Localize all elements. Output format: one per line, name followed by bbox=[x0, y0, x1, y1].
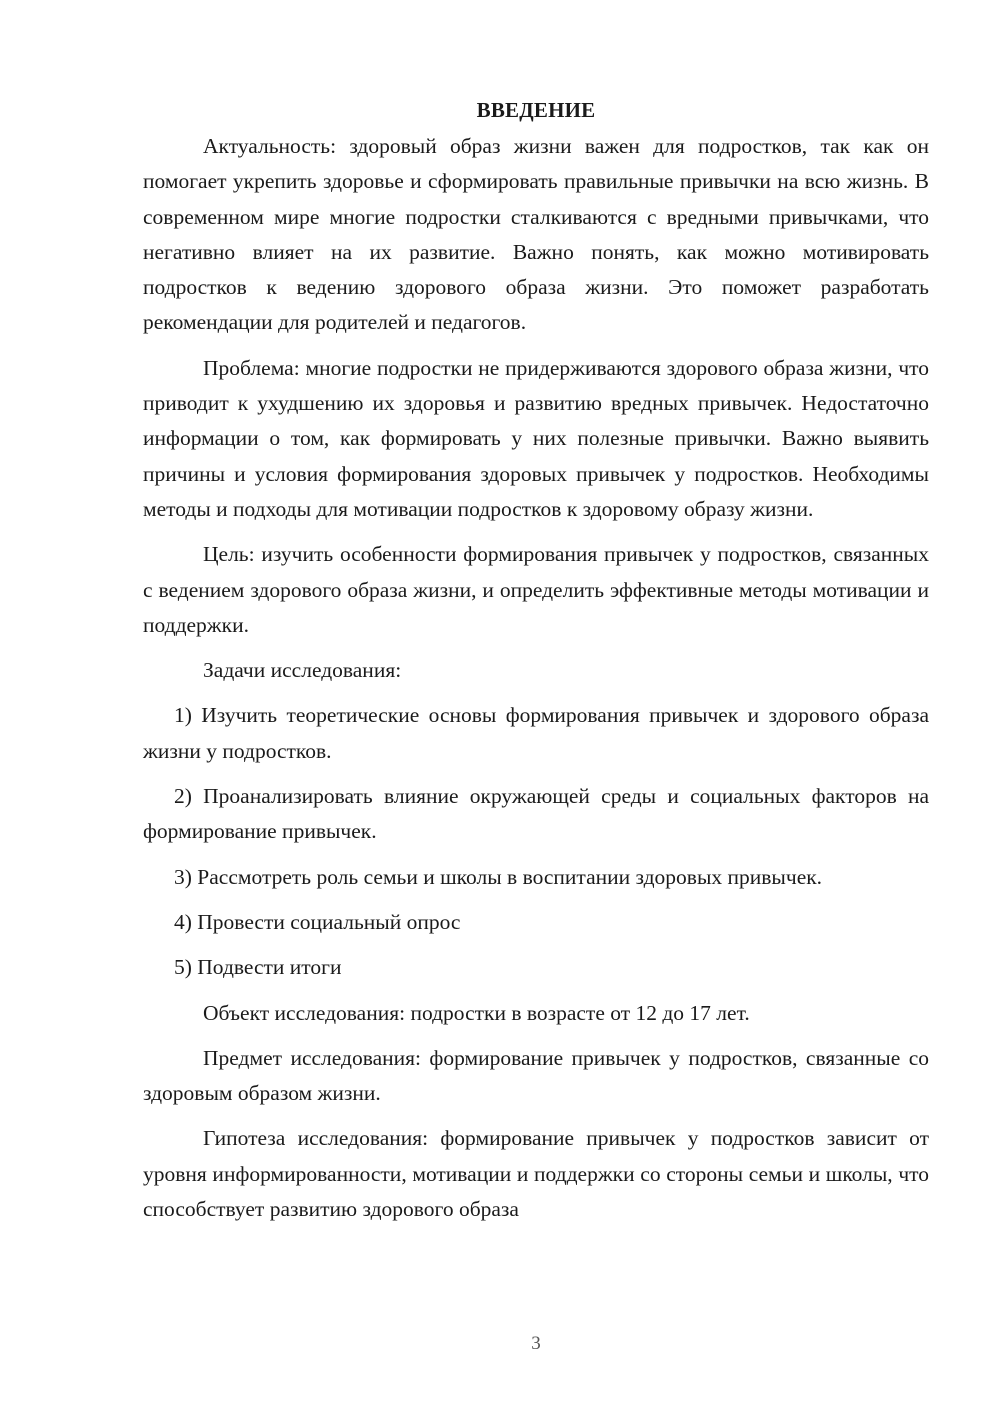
problem-paragraph: Проблема: многие подростки не придерживаются здорового образа жизни, что приводит к ухудшению их здоровья и развитию вредных привычек. Недостаточно информации о том, как формировать у них полезные привычки. Важно выявить причины и условия формирования здоровых привычек у подростков. Необходимы методы и подходы для мотивации подростков к здоровому образу жизни. bbox=[143, 355, 929, 521]
subject-paragraph: Предмет исследования: формирование привычек у подростков, связанные со здоровым образом жизни. bbox=[143, 1045, 929, 1106]
relevance-paragraph: Актуальность: здоровый образ жизни важен для подростков, так как он помогает укрепить здоровье и сформировать правильные привычки на всю жизнь. В современном мире многие подростки сталкиваются с вредными привычками, что негативно влияет на их развитие. Важно понять, как можно мотивировать подростков к ведению здорового образа жизни. Это поможет разработать рекомендации для родителей и педагогов. bbox=[143, 134, 929, 335]
task-item-3: 3) Рассмотреть роль семьи и школы в воспитании здоровых привычек. bbox=[174, 864, 823, 889]
task-item-1: 1) Изучить теоретические основы формирования привычек и здорового образа жизни у подростков. bbox=[143, 703, 929, 763]
tasks-title: Задачи исследования: bbox=[203, 658, 402, 683]
object-paragraph: Объект исследования: подростки в возрасте от 12 до 17 лет. bbox=[203, 1000, 750, 1025]
page-title: ВВЕДЕНИЕ bbox=[476, 98, 596, 122]
task-item-2: 2) Проанализировать влияние окружающей среды и социальных факторов на формирование привычек. bbox=[143, 784, 929, 844]
goal-paragraph: Цель: изучить особенности формирования привычек у подростков, связанных с ведением здорового образа жизни, и определить эффективные методы мотивации и поддержки. bbox=[143, 542, 929, 637]
hypothesis-paragraph: Гипотеза исследования: формирование привычек у подростков зависит от уровня информированности, мотивации и поддержки со стороны семьи и школы, что способствует развитию здорового образа bbox=[143, 1126, 929, 1222]
task-item-4: 4) Провести социальный опрос bbox=[174, 909, 461, 934]
document-page bbox=[143, 95, 929, 1237]
task-item-5: 5) Подвести итоги bbox=[174, 955, 342, 980]
page-number: 3 bbox=[531, 1333, 541, 1354]
